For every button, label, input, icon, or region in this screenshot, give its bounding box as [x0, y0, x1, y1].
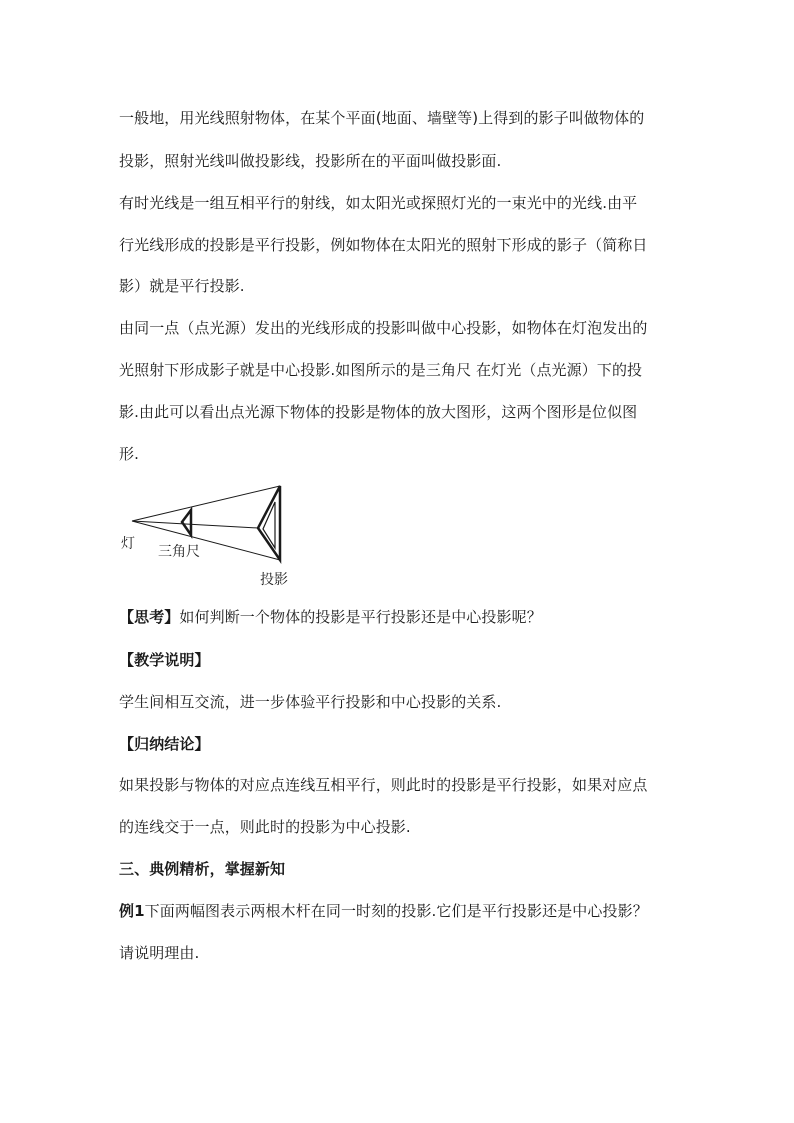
example-line-2: 请说明理由.: [119, 944, 200, 962]
central-projection-diagram: [118, 480, 298, 590]
conclusion-line-2: 的连线交于一点，则此时的投影为中心投影.: [119, 818, 411, 836]
central-projection-figure: [118, 480, 298, 590]
triangle-ruler-shape: [182, 510, 191, 535]
conclusion-line-1: 如果投影与物体的对应点连线互相平行，则此时的投影是平行投影，如果对应点: [119, 776, 648, 794]
ruler-label: 三角尺: [158, 544, 200, 560]
projection-triangle-outer: [258, 486, 280, 560]
lamp-label: 灯: [121, 536, 135, 552]
paragraph-definition-line-2: 投影，照射光线叫做投影线，投影所在的平面叫做投影面.: [119, 152, 502, 170]
section-heading: 三、典例精析，掌握新知: [119, 860, 286, 878]
think-line: [119, 607, 542, 627]
example-line-1: [119, 901, 648, 921]
paragraph-definition-line-1: 一般地，用光线照射物体，在某个平面(地面、墙壁等)上得到的影子叫做物体的: [119, 109, 645, 127]
paragraph-central-line-1: 由同一点（点光源）发出的光线形成的投影叫做中心投影，如物体在灯泡发出的: [119, 319, 648, 337]
think-tag: 【思考】: [119, 608, 180, 626]
paragraph-central-line-3: 影.由此可以看出点光源下物体的投影是物体的放大图形，这两个图形是位似图: [119, 403, 638, 421]
example-text-1: 下面两幅图表示两根木杆在同一时刻的投影.它们是平行投影还是中心投影？: [144, 902, 648, 920]
paragraph-parallel-line-2: 行光线形成的投影是平行投影，例如物体在太阳光的照射下形成的影子（简称日: [119, 236, 648, 254]
teaching-tag: 【教学说明】: [119, 651, 210, 669]
think-text: 如何判断一个物体的投影是平行投影还是中心投影呢？: [179, 608, 542, 626]
paragraph-central-line-2: 光照射下形成影子就是中心投影.如图所示的是三角尺 在灯光（点光源）下的投: [119, 361, 643, 379]
paragraph-parallel-line-1: 有时光线是一组互相平行的射线，如太阳光或探照灯光的一束光中的光线.由平: [119, 194, 638, 212]
light-ray-middle: [132, 521, 258, 528]
light-ray-top: [132, 486, 280, 521]
example-tag: 例1: [119, 902, 145, 920]
paragraph-central-line-4: 形.: [119, 445, 139, 463]
teaching-text: 学生间相互交流，进一步体验平行投影和中心投影的关系.: [119, 693, 502, 711]
conclusion-tag: 【归纳结论】: [119, 735, 210, 753]
projection-label: 投影: [260, 572, 288, 588]
paragraph-parallel-line-3: 影）就是平行投影.: [119, 277, 245, 295]
